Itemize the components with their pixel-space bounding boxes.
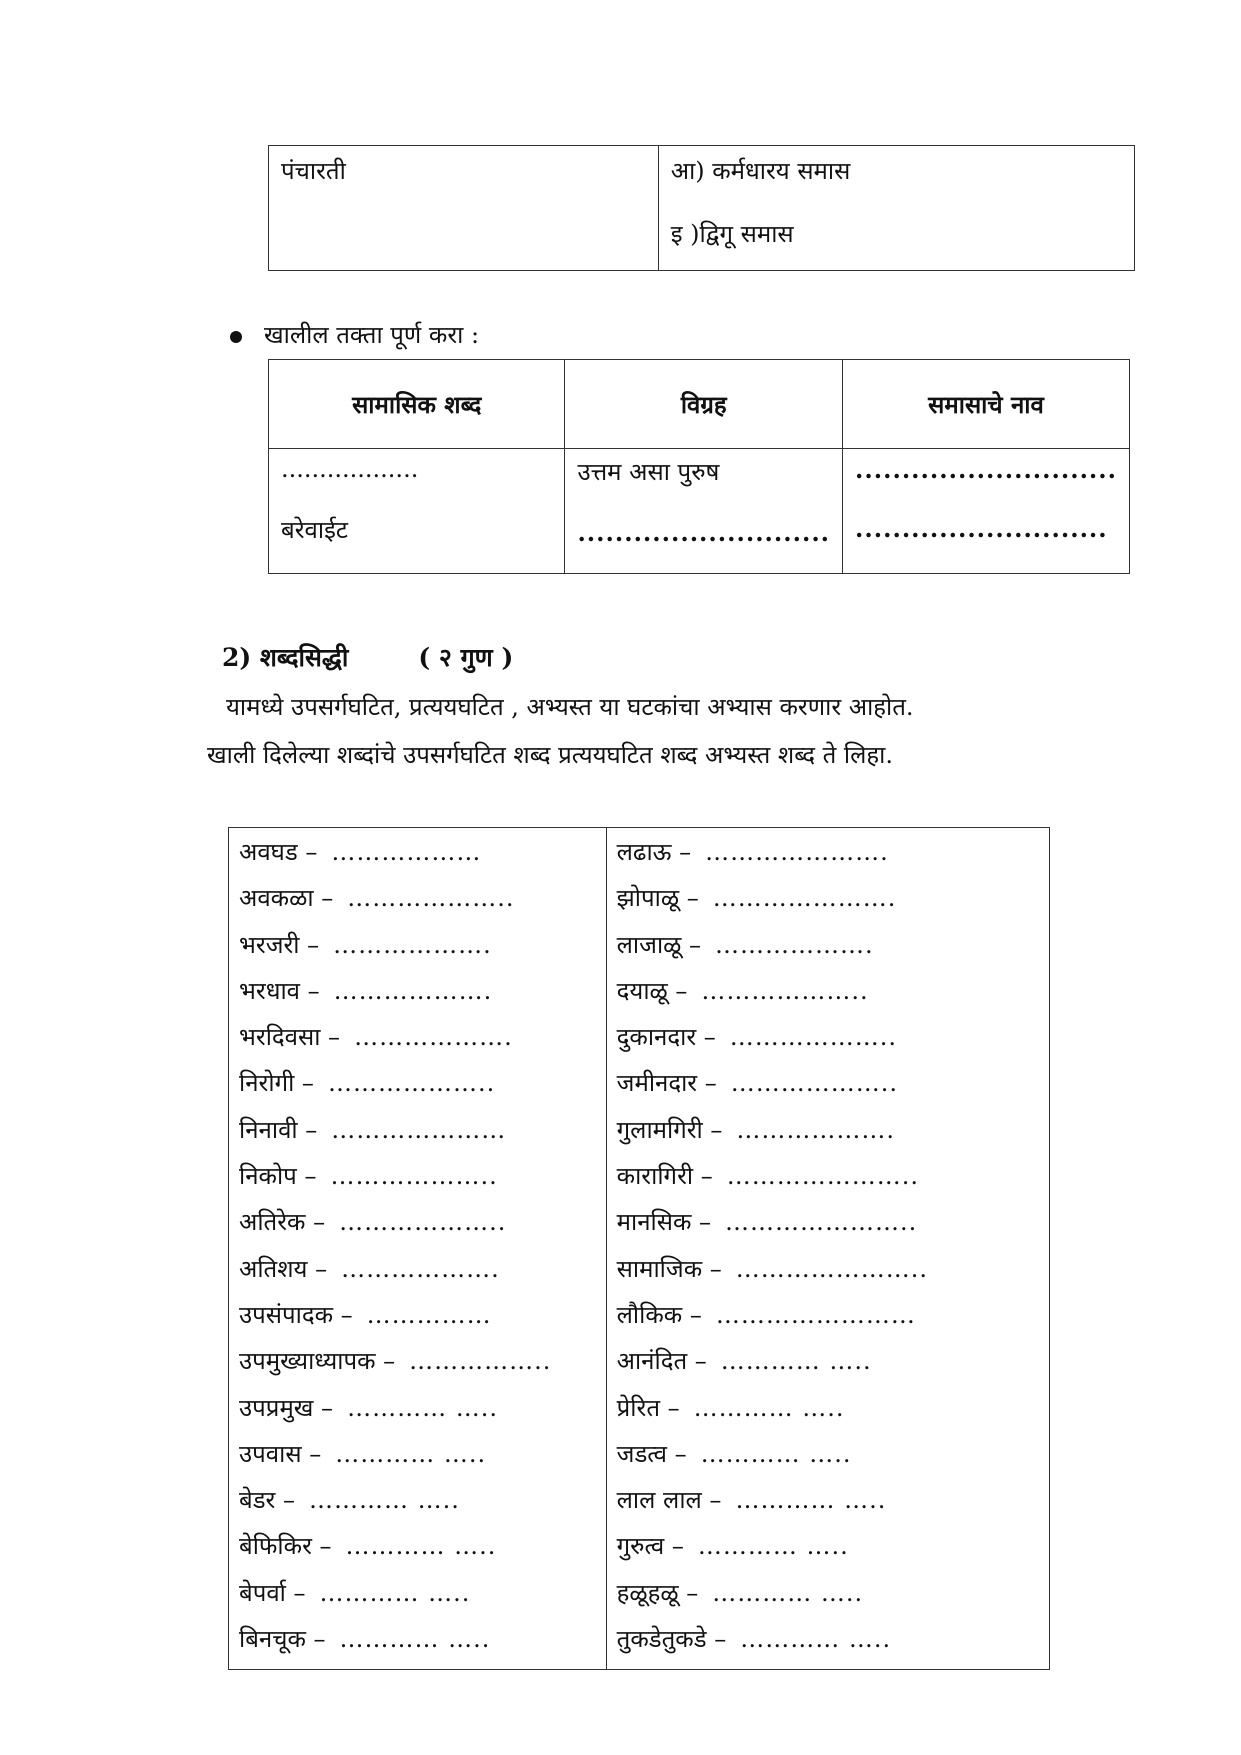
word-row [239,1156,596,1202]
word-label: लौकिक – [616,1300,702,1329]
section-heading [222,640,513,674]
word-row [617,1434,1039,1480]
word-row [617,1202,1039,1248]
word-label: बेडर – [239,1486,295,1515]
word-row [239,1017,596,1063]
header-vigrah: विग्रह [565,360,843,449]
answer-blank[interactable]: ………… ….. [309,1486,460,1515]
word-row [239,878,596,924]
answer-blank[interactable]: ……………….. [730,1069,899,1098]
table1-left-cell [269,146,659,271]
word-label: लाजाळू – [616,930,702,959]
word-label: बेफिकिर – [239,1532,332,1561]
word-row [239,832,596,878]
answer-blank[interactable]: ………… ….. [693,1393,845,1422]
word-row [239,925,596,971]
word-label: अवघड – [239,838,318,866]
word-row [239,1063,596,1109]
word-label: भरदिवसा – [239,1023,341,1052]
answer-blank[interactable]: …………….. [409,1347,552,1376]
answer-blank[interactable]: ………………….. [725,1208,918,1237]
word-row [239,1480,596,1526]
shabdsiddhi-table [228,827,1050,1670]
word-row [617,925,1039,971]
word-label: जडत्व – [616,1439,687,1468]
header-samasache-nav: समासाचे नाव [843,360,1130,449]
answer-blank[interactable]: ………… ….. [339,1625,491,1654]
answer-blank[interactable]: ………………….. [735,1254,929,1283]
answer-blank[interactable]: ……………….. [729,1023,898,1052]
answer-blank[interactable]: ………… ….. [335,1439,487,1468]
word-label: सामाजिक – [616,1254,722,1283]
answer-blank[interactable]: ………………. [715,930,874,959]
word-row [239,1341,596,1387]
answer-blank[interactable]: ……………….. [701,976,869,1005]
answer-blank[interactable]: ………………. [333,976,493,1005]
samas-table-top [268,145,1135,271]
answer-blank[interactable]: …………… [366,1300,492,1329]
word-row [239,1388,596,1434]
answer-blank[interactable]: ……………….. [339,1208,507,1237]
word-label: उपप्रमुख – [239,1393,334,1422]
answer-blank[interactable]: …………………. [712,884,897,913]
answer-blank[interactable]: ………………… [331,1115,507,1144]
instruction-text: खालील तक्ता पूर्ण करा : [264,321,480,349]
word-row [617,1110,1039,1156]
answer-blank[interactable]: ………… ….. [700,1439,852,1468]
section-para-2: खाली दिलेल्या शब्दांचे उपसर्गघटित शब्द प्रत्ययघटित शब्द अभ्यस्त शब्द ते लिहा. [207,741,893,769]
answer-blank[interactable]: ………… ….. [712,1578,864,1607]
blank-samas-name-1[interactable]: ............................ [855,455,1117,484]
answer-blank[interactable]: ………………. [341,1254,500,1283]
blank-samas-name-2[interactable]: ........................... [855,514,1108,543]
word-row [239,1202,596,1248]
word-row [239,1295,596,1341]
blank-vigrah-2[interactable]: ........................... [577,518,831,547]
word-row [239,971,596,1017]
answer-blank[interactable]: ……………….. [330,1162,498,1191]
answer-blank[interactable]: ………… ….. [735,1486,887,1515]
answer-blank[interactable]: ………………. [354,1023,513,1052]
word-label: उपवास – [239,1439,322,1468]
answer-blank[interactable]: ………………….. [726,1162,919,1191]
word-label: अतिशय – [239,1254,328,1283]
blank-samasik-1[interactable]: .................. [281,455,419,483]
word-label: गुलामगिरी – [616,1115,723,1144]
word-row [239,1249,596,1295]
word-row [617,1573,1039,1619]
word-label: लढाऊ – [616,838,692,866]
word-label: आनंदित – [616,1347,707,1376]
word-row [239,1573,596,1619]
word-row [617,1295,1039,1341]
word-row [617,878,1039,924]
word-label: लाल लाल – [616,1486,722,1515]
word-row [617,1526,1039,1572]
answer-blank[interactable]: …………………. [705,838,889,866]
word-row [617,1341,1039,1387]
word-label: निनावी – [239,1115,318,1144]
right-word-column [606,828,1049,1670]
answer-blank[interactable]: ……………… [331,838,482,866]
word-label: दयाळू – [616,976,688,1005]
answer-blank[interactable]: ………… ….. [345,1532,497,1561]
word-label: अवकळा – [239,884,334,913]
table1-left-text: पंचारती [281,157,346,185]
answer-blank[interactable]: ………… ….. [697,1532,849,1561]
word-label: दुकानदार – [616,1023,716,1052]
table2-col2-cell [565,449,843,574]
word-label: तुकडेतुकडे – [616,1625,727,1654]
answer-blank[interactable]: ………………. [736,1115,896,1144]
word-row [239,1434,596,1480]
table1-right-cell [658,146,1134,271]
word-row [239,1619,596,1665]
word-row [617,1156,1039,1202]
table1-right-line1: आ) कर्मधारय समास [670,157,851,185]
word-row [239,1526,596,1572]
table2-col1-cell [269,449,565,574]
instruction-line [230,318,479,351]
answer-blank[interactable]: ………… ….. [740,1625,892,1654]
answer-blank[interactable]: ………… ….. [347,1393,498,1422]
word-row [617,1017,1039,1063]
word-row [617,1619,1039,1665]
word-row [617,832,1039,878]
word-row [617,1249,1039,1295]
table2-col3-cell [843,449,1130,574]
bullet-icon [230,331,242,343]
word-label: निकोप – [239,1162,317,1191]
answer-blank[interactable]: ……………….. [327,1069,496,1098]
word-label: बिनचूक – [239,1625,326,1654]
word-row [617,1063,1039,1109]
section-marks: ( २ गुण ) [418,643,514,672]
word-row [617,1388,1039,1434]
vigrah-text-1: उत्तम असा पुरुष [577,458,720,486]
table1-right-line2: इ )द्विगू समास [670,220,794,248]
answer-blank[interactable]: ……………….. [347,884,515,913]
word-label: जमीनदार – [616,1069,717,1098]
word-label: भरधाव – [239,976,320,1005]
word-label: उपसंपादक – [239,1300,353,1329]
answer-blank[interactable]: …………………… [715,1300,916,1329]
word-row [617,1480,1039,1526]
word-label: बेपर्वा – [239,1578,306,1607]
left-word-column [229,828,607,1670]
answer-blank[interactable]: ………………. [333,930,492,959]
word-label: भरजरी – [239,930,320,959]
word-row [617,971,1039,1017]
word-row [239,1110,596,1156]
samas-fill-table [268,359,1130,574]
word-label: प्रेरित – [616,1393,680,1422]
word-label: निरोगी – [239,1069,314,1098]
answer-blank[interactable]: ………… ….. [319,1578,471,1607]
word-label: झोपाळू – [616,884,699,913]
section-title: 2) शब्दसिद्धी [222,643,349,672]
word-label: मानसिक – [616,1208,712,1237]
word-label: गुरुत्व – [616,1532,684,1561]
header-samasik-shabd: सामासिक शब्द [269,360,565,449]
word-label: अतिरेक – [239,1208,326,1237]
section-para-1: यामध्ये उपसर्गघटित, प्रत्ययघटित , अभ्यस्त या घटकांचा अभ्यास करणार आहोत. [226,693,914,721]
word-barewait: बरेवाईट [281,516,348,544]
word-label: हळूहळू – [616,1578,699,1607]
word-label: उपमुख्याध्यापक – [239,1347,396,1376]
answer-blank[interactable]: ………… ….. [720,1347,872,1376]
word-label: कारागिरी – [616,1162,713,1191]
